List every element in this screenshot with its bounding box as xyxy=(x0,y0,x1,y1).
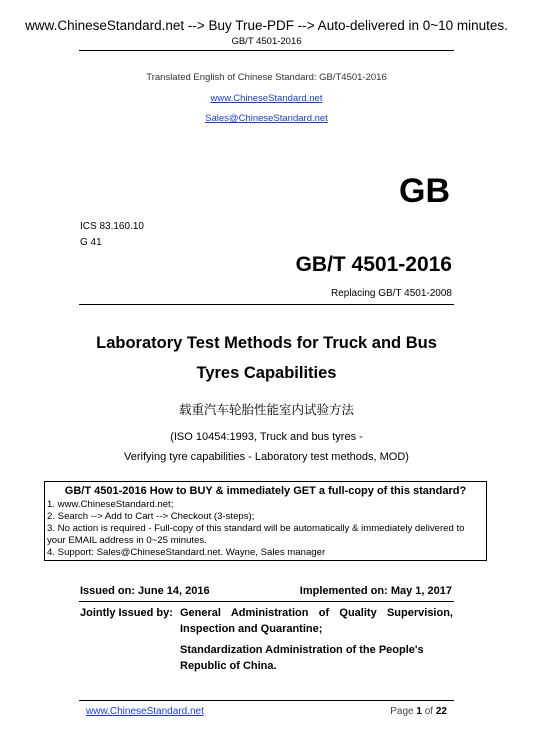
implemented-on: Implemented on: May 1, 2017 xyxy=(299,585,452,597)
how-to-buy-step: your EMAIL address in 0~25 minutes. xyxy=(47,535,207,546)
iso-line-2: Verifying tyre capabilities - Laboratory test methods, MOD) xyxy=(124,451,409,463)
how-to-buy-step: 4. Support: Sales@ChineseStandard.net. Wayne, Sales manager xyxy=(47,547,326,558)
page-of: of xyxy=(421,706,436,717)
how-to-buy-step: 2. Search --> Add to Cart --> Checkout (3-steps); xyxy=(47,511,255,522)
header-code: GB/T 4501-2016 xyxy=(231,36,302,47)
title-line-1: Laboratory Test Methods for Truck and Bus xyxy=(96,334,437,352)
title-line-2: Tyres Capabilities xyxy=(196,364,337,382)
chinese-title: 载重汽车轮胎性能室内试验方法 xyxy=(178,402,354,417)
footer-website-wrap xyxy=(86,706,204,717)
how-to-buy-heading: GB/T 4501-2016 How to BUY & immediately GET a full-copy of this standard? xyxy=(64,485,467,497)
header-banner: www.ChineseStandard.net --> Buy True-PDF --> Auto-delivered in 0~10 minutes. xyxy=(25,18,508,33)
gb-logo: GB xyxy=(399,172,450,210)
page-indicator xyxy=(390,706,447,717)
footer-website-link[interactable]: www.ChineseStandard.net xyxy=(86,706,204,717)
dates-divider xyxy=(79,601,454,602)
how-to-buy-box xyxy=(44,481,487,561)
issuer-2-line-2: Republic of China. xyxy=(180,660,277,672)
jointly-issued-label: Jointly Issued by: xyxy=(80,607,173,619)
translated-line: Translated English of Chinese Standard: GB/T4501-2016 xyxy=(146,72,387,83)
replacing-note: Replacing GB/T 4501-2008 xyxy=(330,288,452,299)
header-divider xyxy=(79,50,454,51)
issuer-1-line-2: Inspection and Quarantine; xyxy=(180,623,323,635)
email-link[interactable]: Sales@ChineseStandard.net xyxy=(205,113,328,124)
website-line xyxy=(0,93,533,104)
issuer-1-line-1: General Administration of Quality Supervision, xyxy=(180,607,453,619)
g-code: G 41 xyxy=(80,237,102,248)
footer-divider xyxy=(79,700,454,701)
iso-line-1: (ISO 10454:1993, Truck and bus tyres - xyxy=(170,431,363,443)
standard-number: GB/T 4501-2016 xyxy=(295,253,452,276)
page-prefix: Page xyxy=(390,706,417,717)
website-link[interactable]: www.ChineseStandard.net xyxy=(210,93,323,104)
title-divider xyxy=(79,304,454,305)
ics-code: ICS 83.160.10 xyxy=(80,221,144,232)
page-number: 1 xyxy=(416,706,422,717)
issuer-2-line-1: Standardization Administration of the People's xyxy=(180,644,424,656)
how-to-buy-step: 1. www.ChineseStandard.net; xyxy=(47,499,174,510)
email-line xyxy=(0,113,533,124)
issued-on: Issued on: June 14, 2016 xyxy=(80,585,210,597)
how-to-buy-step: 3. No action is required - Full-copy of this standard will be automatically & immediately delivered to xyxy=(47,523,465,534)
page-total: 22 xyxy=(435,706,447,717)
